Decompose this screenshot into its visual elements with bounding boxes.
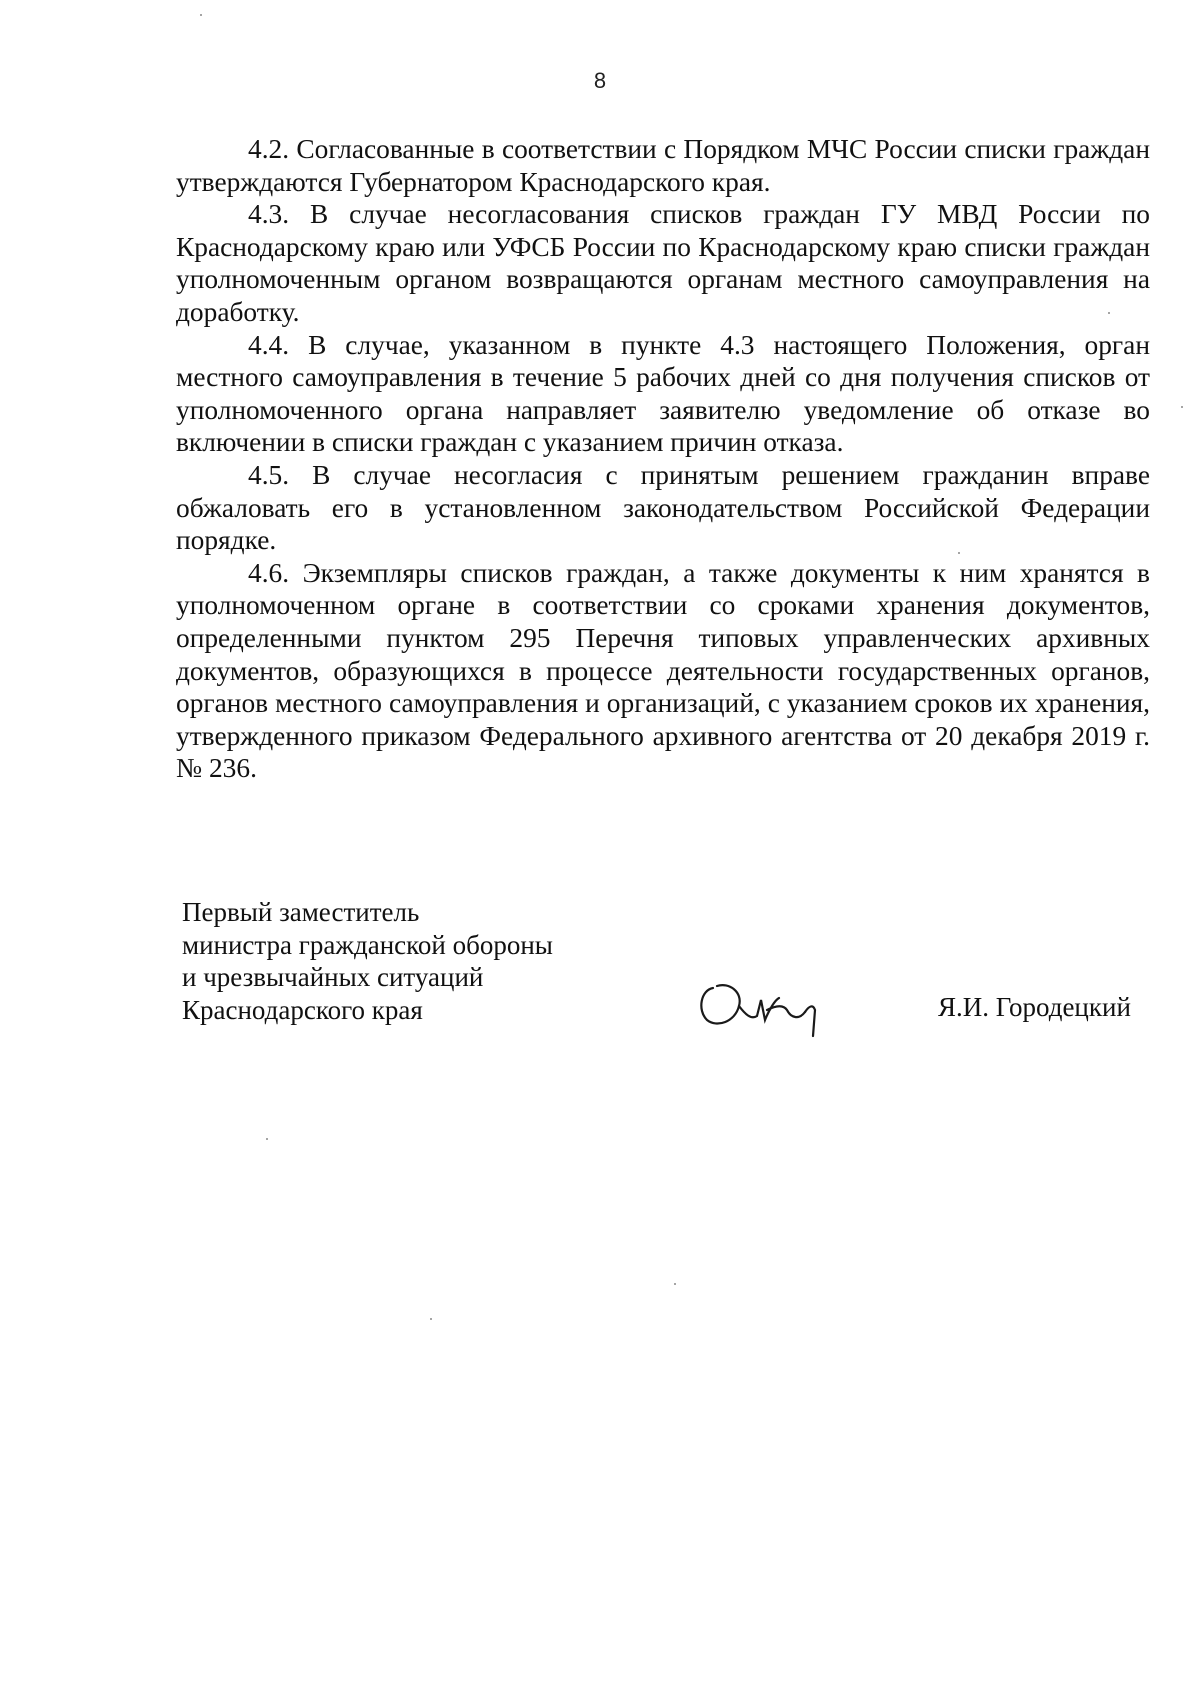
signer-position-line: и чрезвычайных ситуаций xyxy=(182,962,484,992)
scan-speck xyxy=(430,1318,432,1320)
scan-speck xyxy=(266,1138,268,1140)
signer-position-line: министра гражданской обороны xyxy=(182,929,553,960)
scan-speck xyxy=(1108,312,1110,314)
paragraph-4-5: 4.5. В случае несогласия с принятым решением гражданин вправе обжаловать его в установленном законодательством Российской Федерации порядке. xyxy=(176,459,1150,556)
signer-position-line: Первый заместитель xyxy=(182,897,420,927)
handwritten-signature xyxy=(695,970,825,1042)
page-number: 8 xyxy=(593,68,607,93)
paragraph-4-6: 4.6. Экземпляры списков граждан, а также документы к ним хранятся в уполномоченном органе в соответствии со сроками хранения документов, определенными пунктом 295 Перечня типовых управленческих архивных документов, образующихся в процессе деятельности государственных органов, органов местного самоуправления и организаций, с указанием сроков их хранения, утвержденного приказом Федерального архивного агентства от 20 декабря 2019 г. № 236. xyxy=(176,557,1150,784)
paragraph-4-4: 4.4. В случае, указанном в пункте 4.3 настоящего Положения, орган местного самоуправления в течение 5 рабочих дней со дня получения списков от уполномоченного органа направляет заявителю уведомление об отказе во включении в списки граждан с указанием причин отказа. xyxy=(176,329,1150,458)
signer-position xyxy=(182,896,553,1026)
scan-speck xyxy=(200,14,202,16)
paragraph-4-3: 4.3. В случае несогласования списков граждан ГУ МВД России по Краснодарскому краю или УФСБ России по Краснодарскому краю списки граждан уполномоченным органом возвращаются органам местного самоуправления на доработку. xyxy=(176,199,1150,327)
signer-position-line: Краснодарского края xyxy=(182,994,423,1025)
scan-speck xyxy=(1181,406,1183,408)
document-body xyxy=(176,133,1150,785)
scan-speck xyxy=(674,1283,676,1285)
paragraph-4-2: 4.2. Согласованные в соответствии с Порядком МЧС России списки граждан утверждаются Губернатором Краснодарского края. xyxy=(176,134,1150,197)
signer-name: Я.И. Городецкий xyxy=(938,992,1131,1022)
scan-speck xyxy=(958,552,960,554)
